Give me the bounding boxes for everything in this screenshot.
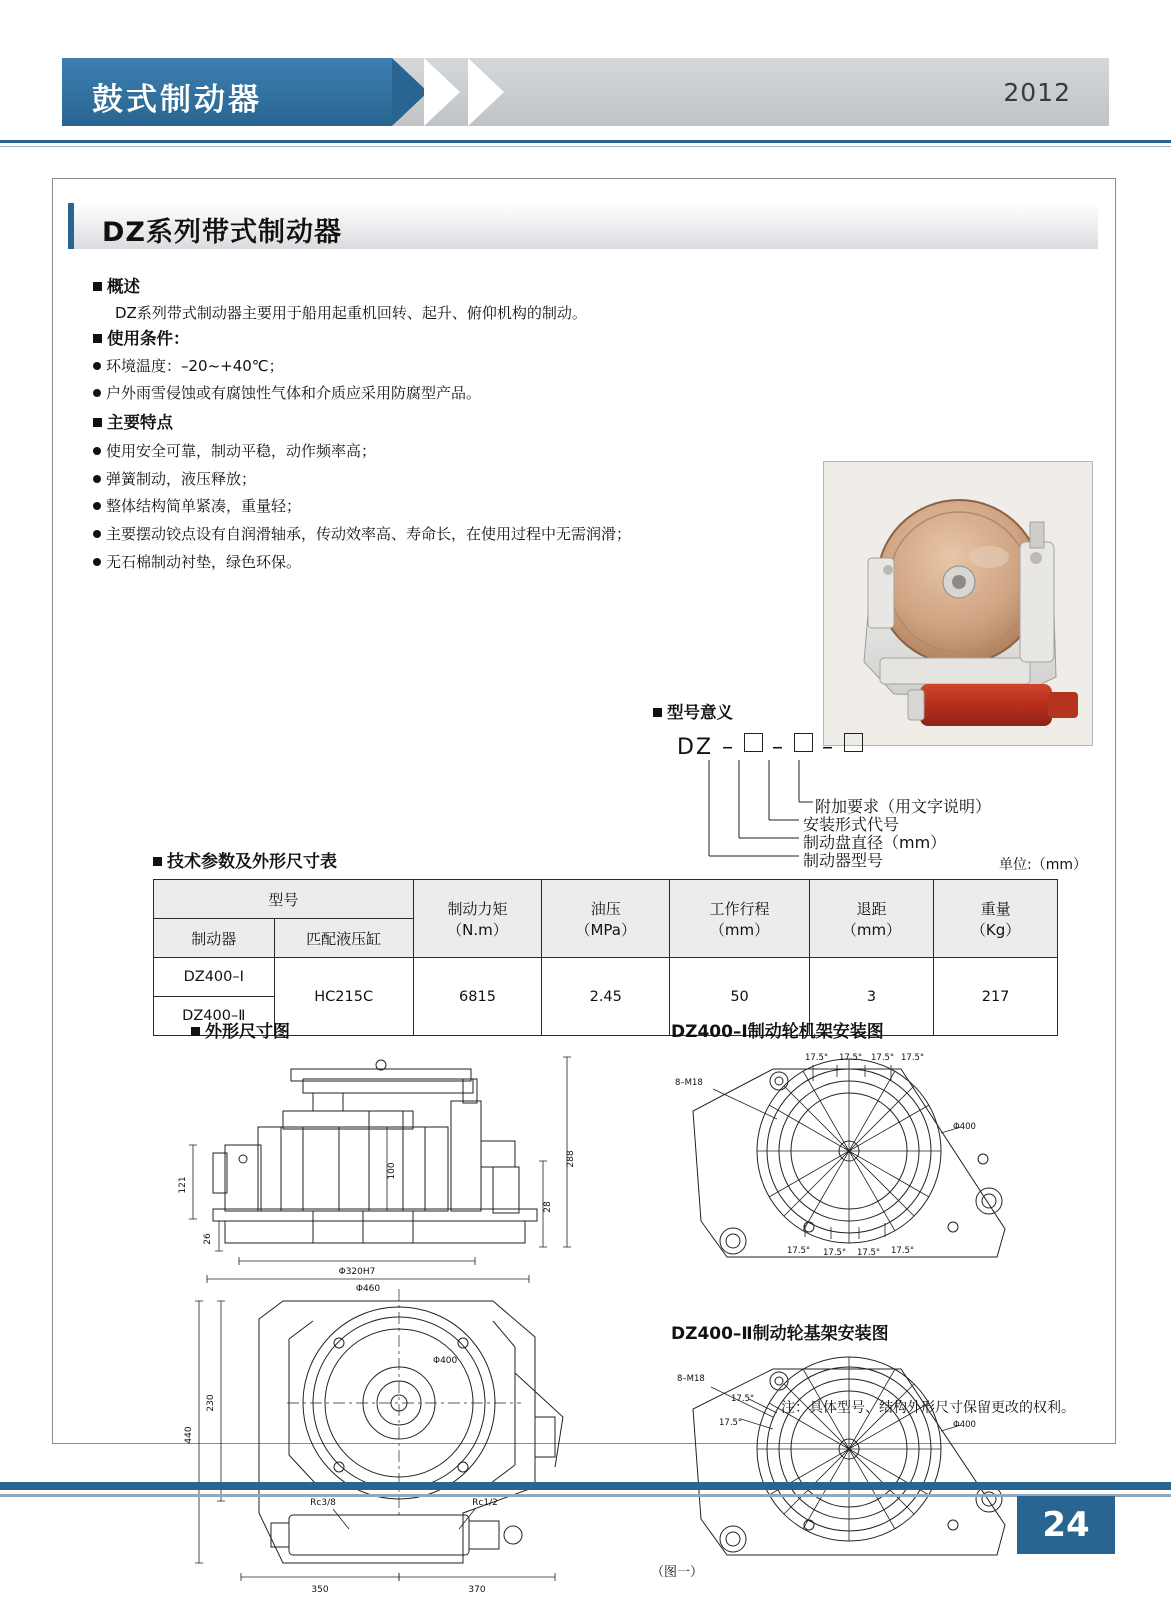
- svg-text:17.5°: 17.5°: [871, 1053, 895, 1063]
- table-row: [154, 880, 1058, 919]
- features-block: [93, 411, 793, 574]
- condition-text: 户外雨雪侵蚀或有腐蚀性气体和介质应采用防腐型产品。: [106, 383, 482, 402]
- drawing-note: 注：具体型号、结构外形尺寸保留更改的权利。: [781, 1400, 1075, 1416]
- square-bullet-icon: [93, 334, 102, 343]
- feature-text: 整体结构简单紧凑，重量轻；: [106, 497, 302, 516]
- svg-text:17.5°: 17.5°: [857, 1248, 881, 1258]
- model-meaning-heading-row: [653, 699, 1073, 723]
- svg-text:288: 288: [566, 1150, 576, 1168]
- header-rule-thin: [0, 146, 1171, 147]
- spec-table-heading: 技术参数及外形尺寸表: [167, 852, 337, 872]
- col-group-model: 型号: [154, 880, 414, 919]
- content-frame: [52, 178, 1116, 1595]
- square-bullet-icon: [153, 857, 162, 866]
- overview-text: DZ系列带式制动器主要用于船用起重机回转、起升、俯仰机构的制动。: [115, 303, 587, 322]
- svg-text:17.5°: 17.5°: [787, 1246, 811, 1256]
- svg-text:370: 370: [468, 1585, 486, 1595]
- col-pressure: [542, 880, 670, 958]
- col-stroke: [670, 880, 809, 958]
- model-box-1: [744, 733, 763, 752]
- model-code: [677, 733, 1073, 760]
- model-meaning-block: [653, 699, 1073, 870]
- svg-text:17.5°: 17.5°: [823, 1248, 847, 1258]
- svg-text:17.5°: 17.5°: [719, 1418, 743, 1428]
- dot-bullet-icon: [93, 389, 101, 397]
- header-title: 鼓式制动器: [92, 82, 262, 118]
- svg-text:230: 230: [206, 1394, 216, 1412]
- svg-text:350: 350: [311, 1585, 329, 1595]
- square-bullet-icon: [93, 282, 102, 291]
- model-dash: –: [772, 735, 786, 760]
- overview-heading-row: [93, 275, 793, 299]
- model-dash: –: [822, 735, 836, 760]
- col-brake-torque: [413, 880, 541, 958]
- dot-bullet-icon: [93, 558, 101, 566]
- svg-text:17.5°: 17.5°: [805, 1053, 829, 1063]
- cell-retreat: 3: [809, 958, 933, 1036]
- footer-bar: [0, 1482, 1171, 1490]
- page-number: 24: [1017, 1496, 1115, 1554]
- model-meaning-heading: 型号意义: [667, 703, 733, 722]
- header-blue-arrow: [392, 58, 428, 126]
- svg-text:8–M18: 8–M18: [675, 1078, 703, 1088]
- cell-model-1: DZ400–Ⅰ: [154, 958, 275, 997]
- header-chevron-2: [468, 58, 504, 126]
- col-cylinder: 匹配液压缸: [274, 919, 413, 958]
- list-item: [93, 552, 793, 574]
- svg-text:17.5°: 17.5°: [891, 1246, 915, 1256]
- dot-bullet-icon: [93, 502, 101, 510]
- cell-pressure: 2.45: [542, 958, 670, 1036]
- svg-text:8–M18: 8–M18: [677, 1374, 705, 1384]
- list-item: [93, 441, 793, 463]
- spec-table-unit-note: 单位:（mm）: [999, 857, 1087, 873]
- col-retreat: [809, 880, 933, 958]
- square-bullet-icon: [93, 418, 102, 427]
- spec-table-heading-row: [153, 847, 337, 872]
- footer-bar-thin: [0, 1494, 1171, 1497]
- model-dash: –: [722, 735, 736, 760]
- outline-side-view-drawing: [163, 1041, 613, 1291]
- overview-heading: 概述: [107, 277, 140, 296]
- dot-bullet-icon: [93, 362, 101, 370]
- section-title-accent: [68, 203, 74, 249]
- dwg2-mounting-drawing: [653, 1343, 1063, 1603]
- features-heading: 主要特点: [107, 413, 173, 432]
- svg-text:100: 100: [387, 1162, 397, 1180]
- svg-text:17.5°: 17.5°: [731, 1394, 755, 1404]
- col-stroke-l2: （mm）: [709, 920, 770, 939]
- svg-text:Rc1/2: Rc1/2: [472, 1498, 498, 1508]
- svg-text:28: 28: [543, 1201, 553, 1213]
- model-box-2: [794, 733, 813, 752]
- svg-text:17.5°: 17.5°: [839, 1053, 863, 1063]
- legend-item: 附加要求（用文字说明）: [815, 797, 992, 816]
- header-chevron-1: [424, 58, 460, 126]
- feature-text: 主要摆动铰点设有自润滑轴承，传动效率高、寿命长，在使用过程中无需润滑；: [106, 525, 632, 544]
- svg-text:121: 121: [178, 1176, 188, 1194]
- legend-item: 制动盘直径（mm）: [803, 833, 947, 852]
- section-title-bar: [68, 203, 1098, 249]
- overview-block: [93, 275, 793, 325]
- model-box-3: [844, 733, 863, 752]
- list-item: [93, 383, 793, 405]
- outline-front-view-drawing: [163, 1277, 613, 1597]
- col-pressure-l1: 油压: [590, 899, 621, 918]
- svg-text:26: 26: [203, 1233, 213, 1245]
- model-code-prefix: DZ: [677, 735, 714, 760]
- outline-heading: 外形尺寸图: [205, 1022, 290, 1042]
- list-item: [93, 469, 793, 491]
- svg-text:Φ400: Φ400: [953, 1420, 976, 1430]
- figure-label: （图一）: [651, 1565, 704, 1580]
- list-item: [93, 356, 793, 378]
- dot-bullet-icon: [93, 475, 101, 483]
- conditions-heading: 使用条件：: [107, 329, 190, 348]
- svg-text:Φ400: Φ400: [953, 1122, 976, 1132]
- dot-bullet-icon: [93, 447, 101, 455]
- col-brake-torque-l2: （N.m）: [447, 920, 508, 939]
- legend-item: 制动器型号: [803, 851, 884, 870]
- table-row: [154, 958, 1058, 997]
- dwg1-mounting-drawing: [653, 1041, 1063, 1311]
- header-rule: [0, 140, 1171, 143]
- dwg1-title: DZ400–Ⅰ制动轮机架安装图: [671, 1022, 884, 1042]
- dot-bullet-icon: [93, 530, 101, 538]
- svg-text:440: 440: [184, 1426, 194, 1444]
- dwg2-title: DZ400–Ⅱ制动轮基架安装图: [671, 1324, 889, 1344]
- section-title: DZ系列带式制动器: [102, 217, 342, 248]
- outline-heading-row: [191, 1017, 290, 1042]
- svg-text:Φ320H7: Φ320H7: [338, 1267, 376, 1277]
- conditions-heading-row: [93, 327, 793, 351]
- condition-text: 环境温度：–20~+40℃；: [106, 356, 284, 375]
- col-retreat-l2: （mm）: [841, 920, 902, 939]
- square-bullet-icon: [191, 1027, 200, 1036]
- list-item: [93, 496, 793, 518]
- cell-stroke: 50: [670, 958, 809, 1036]
- cell-torque: 6815: [413, 958, 541, 1036]
- col-weight-l1: 重量: [980, 899, 1011, 918]
- col-brake: 制动器: [154, 919, 275, 958]
- col-weight: [934, 880, 1058, 958]
- features-heading-row: [93, 411, 793, 435]
- legend-item: 安装形式代号: [803, 815, 900, 834]
- cell-weight: 217: [934, 958, 1058, 1036]
- cell-cylinder: HC215C: [274, 958, 413, 1036]
- feature-text: 无石棉制动衬垫，绿色环保。: [106, 552, 302, 571]
- page-header: [0, 58, 1171, 126]
- col-stroke-l1: 工作行程: [709, 899, 770, 918]
- col-brake-torque-l1: 制动力矩: [447, 899, 508, 918]
- svg-text:Rc3/8: Rc3/8: [310, 1498, 336, 1508]
- conditions-block: [93, 327, 793, 404]
- svg-text:Φ400: Φ400: [433, 1356, 458, 1366]
- svg-text:Φ460: Φ460: [355, 1284, 381, 1291]
- list-item: [93, 524, 793, 546]
- col-weight-l2: （Kg）: [970, 920, 1021, 939]
- col-pressure-l2: （MPa）: [575, 920, 636, 939]
- feature-text: 弹簧制动，液压释放；: [106, 469, 257, 488]
- col-retreat-l1: 退距: [856, 899, 887, 918]
- feature-text: 使用安全可靠，制动平稳，动作频率高；: [106, 441, 377, 460]
- square-bullet-icon: [653, 708, 662, 717]
- header-year: 2012: [1003, 78, 1071, 107]
- cell-model-2: DZ400–Ⅱ: [154, 997, 275, 1036]
- spec-table: [153, 879, 1058, 1036]
- svg-text:17.5°: 17.5°: [901, 1053, 925, 1063]
